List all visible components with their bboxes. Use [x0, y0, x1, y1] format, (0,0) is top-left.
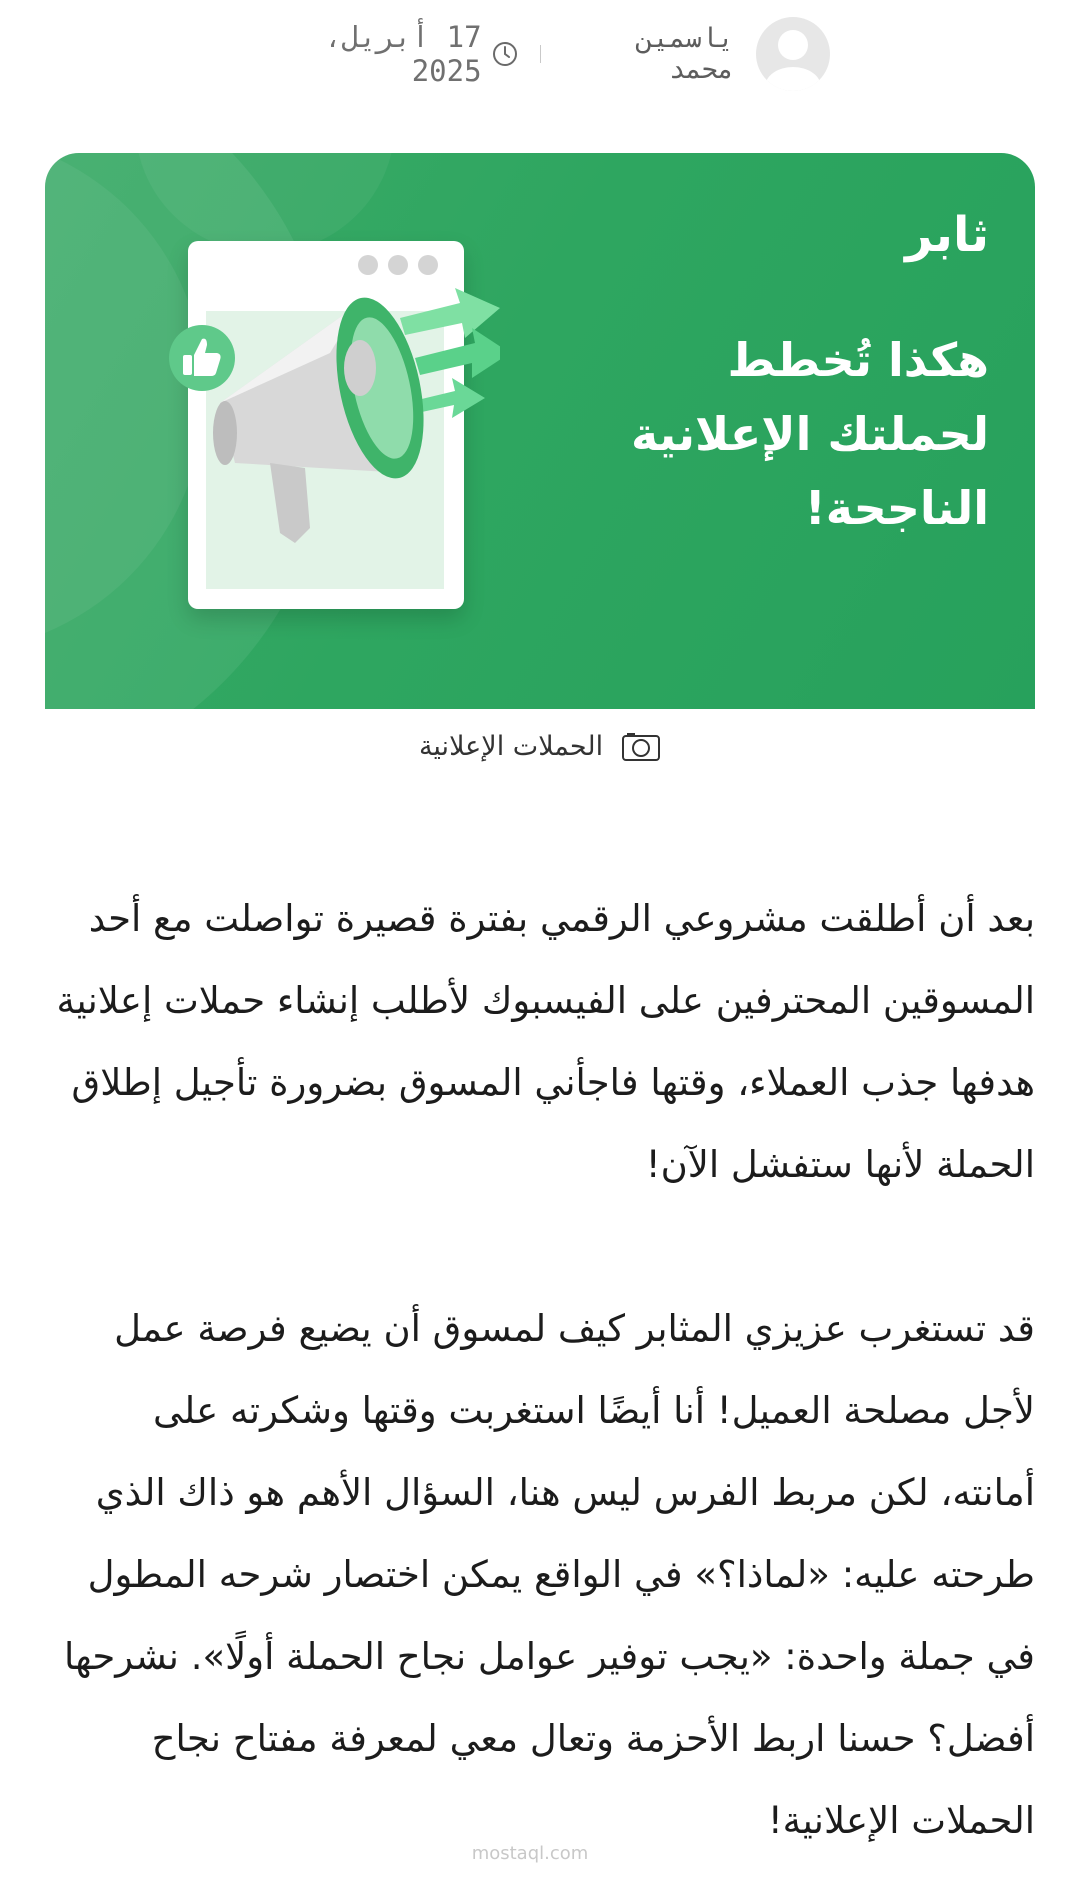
- post-date: [250, 20, 518, 88]
- article-body: [50, 878, 1035, 1862]
- hero-title-line: هكذا تُخطط: [727, 333, 989, 387]
- hero-title: [569, 323, 989, 545]
- post-meta: [250, 18, 830, 90]
- thumbs-up-icon: [167, 323, 237, 393]
- author-name[interactable]: ياسمين محمد: [636, 23, 734, 85]
- hero-title-line: الناجحة!: [804, 481, 989, 535]
- image-caption[interactable]: [0, 731, 1080, 762]
- megaphone-icon: [210, 283, 500, 553]
- clock-icon: [492, 41, 518, 67]
- image-icon: [621, 732, 661, 762]
- article-paragraph: قد تستغرب عزيزي المثابر كيف لمسوق أن يضيع فرصة عمل لأجل مصلحة العميل! أنا أيضًا استغربت وقتها وشكرته على أمانته، لكن مربط الفرس ليس هنا، السؤال الأهم هو ذاك الذي طرحته عليه: «لماذا؟» في الواقع يمكن اختصار شرحه المطول في جملة واحدة: «يجب توفير عوامل نجاح الحملة أولًا». نشرحها أفضل؟ حسنا اربط الأحزمة وتعال معي لمعرفة مفتاح نجاح الحملات الإعلانية!: [64, 1307, 1035, 1842]
- hero-title-line: لحملتك الإعلانية: [631, 407, 989, 461]
- hero-banner: [45, 153, 1035, 709]
- watermark-text: mostaql.com: [471, 1843, 589, 1864]
- date-text: 17 أبريل، 2025: [324, 20, 482, 88]
- article-paragraph: بعد أن أطلقت مشروعي الرقمي بفترة قصيرة تواصلت مع أحد المسوقين المحترفين على الفيسبوك لأطلب إنشاء حملات إعلانية هدفها جذب العملاء، وقتها فاجأني المسوق بضرورة تأجيل إطلاق الحملة لأنها ستفشل الآن!: [56, 897, 1035, 1186]
- meta-separator: [540, 45, 542, 63]
- caption-text: الحملات الإعلانية: [418, 731, 604, 762]
- brand-logo: ثابر: [905, 207, 989, 263]
- user-avatar[interactable]: [756, 17, 830, 91]
